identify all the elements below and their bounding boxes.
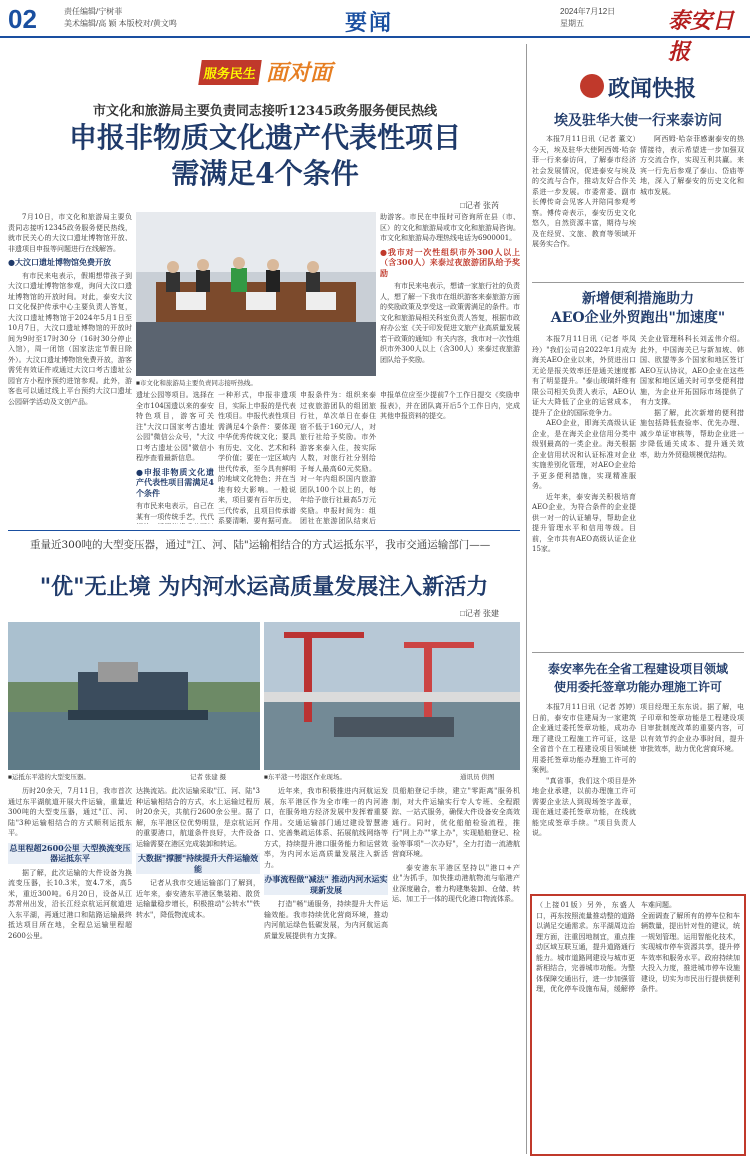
- news2-headline-line2: AEO企业外贸跑出"加速度": [550, 310, 726, 326]
- divider: [532, 282, 744, 283]
- article1-photo: [136, 212, 376, 376]
- article2-para: 据了解，此次运输的大件设备为换流变压器，长10.3米，宽4.7米，高5米，重近300吨。6月20日，设备从江苏常州出发，沿长江经京杭运河航道进入东平湖，再通过港口和陆路运输最终抵达项目所在地，全程总运输里程超2600公里。: [8, 868, 132, 940]
- news2-para: 本报7月11日讯（记者 毕凤玲）"我们公司自2022年1月成为海关AEO企业以来，外贸进出口无论是报关效率还是通关速度都有了明显提升。"泰山玻璃纤维有限公司相关负责人表示，AEO认证大大降低了企业的运营成本，提升了企业的国际竞争力。: [532, 335, 636, 417]
- news3-para: 项目经理王东东说。据了解，电子印章和签章功能是工程建设项目审批制度改革的重要内容，可以有效节约企业办事时间，提升审批效率，助力优化营商环境。: [640, 703, 744, 753]
- article2-para: 记者从我市交通运输部门了解到，近年来，泰安港东平港区集装箱、散货运输量稳步增长，积极推动"公转水""铁转水"，降低物流成本。: [136, 879, 260, 919]
- article2-headline: "优"无止境 为内河水运高质量发展注入新活力: [39, 574, 489, 600]
- article1-subhead: ●我市对一次性组织市外300人以上（含300人）来泰过夜旅游团队给予奖励: [380, 246, 520, 278]
- news3-para: "真省事，我们这个项目是外地企业承建，以前办理施工许可需要企业法人到现场签字盖章，现在通过委托签章功能，在线就能完成签章手续。"项目负责人说。: [532, 776, 636, 837]
- article2-para: 达换流站。此次运输采取"江、河、陆"3种运输相结合的方式，水上运输过程历时20余天，共航行2600余公里。据了解，东平港区位优势明显，是京杭运河的重要港口，航道条件良好，大件设备运输需要在港区完成装卸和转运。: [136, 787, 260, 848]
- article2-para: 打造"畅"通服务，持续提升大件运输效能。我市持续优化营商环境，推动内河航运绿色低碳发展，为内河航运高质量发展提供有力支撑。: [264, 900, 388, 940]
- article2-photo-right-credit: 通讯员 供图: [460, 774, 495, 781]
- news2-para: AEO企业，即海关高级认证企业，是在海关企业信用分类中级别最高的一类企业。海关根据企业信用状况和认证标准对企业实施差别化管理，对AEO企业给予更多便利措施，实现精准服务。: [532, 419, 636, 490]
- page-number: 02: [8, 4, 37, 34]
- continuation-box: [530, 894, 746, 1156]
- news2-para: 近年来，泰安海关积极培育AEO企业，为符合条件的企业提供一对一的认证辅导，帮助企业提升管理水平和信用等级。目前，全市共有AEO高级认证企业15家。: [532, 492, 636, 553]
- article2-subhead: 办事流程做"减法" 推动内河水运实现新发展: [264, 874, 388, 895]
- news3-headline-line2: 使用委托签章功能办理施工许可: [553, 680, 722, 694]
- news2-headline: [532, 290, 744, 328]
- article2-photo-right-caption: ■东平港一号港区作业现场。: [264, 774, 346, 781]
- article1-headline: [10, 120, 520, 192]
- article1-para: 申报单位应至少提前7个工作日提交《奖励申报表》，并在团队离开后5个工作日内，完成其他申报资料的提交。: [380, 391, 520, 420]
- continuation-text: （上接01版）另外，东盛人口，再东按照流量推动整的道路以满足交通需求。东平湖周边治理方面，注重因地制宜，重点推动区域互联互通，提升道路通行能力。城市道路网建设与城市更新相结合，完善城市功能。为整体保障交通出行，进一步加强管理，优化停车设施布局，缓解停车难问题。 全面调查了解所有的停车位和车辆数量，提出针对性的建议，统一规划管理。运用智能化技术，实现城市停车资源共享，提升停车效率和服务水平。政府持续加大投入力度，推进城市停车设施建设，切实为市民出行提供便利条件。: [536, 901, 740, 993]
- article1-para: 遗址公园等项目。选择在全市104国遗以来的泰安特色项目，游客可关注"大汶口国家考古遗址公园"微信公众号，"大汶口考古遗址公园"微信小程序查看最新信息。: [136, 391, 214, 462]
- article2-photo-right: [264, 622, 520, 770]
- article2-photo-left: [8, 622, 260, 770]
- banner-badge: [200, 56, 340, 90]
- news2-para: 据了解，此次新增的便利措施包括降低查验率、优先办理、减少单证审核等，帮助企业进一步降低通关成本、提升通关效率，助力外贸稳规模优结构。: [640, 408, 744, 459]
- article2-byline: □记者 张建: [460, 609, 500, 618]
- news1-para: 阿西姆·哈奈菲感谢泰安的热情接待，表示希望进一步加强双方交流合作，实现互利共赢。来宾一行先后参观了泰山、岱庙等地，深入了解泰安的历史文化和城市发展。: [640, 135, 744, 196]
- article1-photo-caption: ■市文化和旅游局主要负责同志接听热线。: [136, 380, 257, 387]
- article1-subhead: ●大汶口遗址博物馆免费开放: [8, 257, 111, 267]
- article2-para: 泰安港东平港区坚持以"港口+产业"为抓手，加快推动港航物流与临港产业深度融合，着力构建集装卸、仓储、转运、加工于一体的现代化港口物流体系。: [392, 863, 520, 903]
- banner-badge-left: 服务民生: [198, 60, 262, 85]
- article2-subhead: 大数据"撑腰"持续提升大件运输效能: [137, 853, 259, 874]
- article1-headline-line2: 需满足4个条件: [171, 157, 359, 190]
- divider: [8, 530, 520, 531]
- news1-headline: 埃及驻华大使一行来泰访问: [554, 113, 722, 129]
- article2-photo-left-credit: 记者 张建 摄: [190, 774, 227, 781]
- news3-para: 本报7月11日讯（记者 苏婷）日前，泰安市住建局为一家建筑企业通过委托签章功能，成功办理了建设工程施工许可证，这是全省首个在工程建设项目领域使用委托签章功能办理施工许可的案例。: [532, 703, 636, 774]
- page-header: [0, 0, 750, 65]
- article1-para: 申报条件为：组织来泰过夜旅游团队的组团旅行社，单次单日在泰住宿不低于160元/人，对旅行社给予奖励。市外游客来泰入住，按实际人数，对旅行社分别给予每人最高60元奖励。对一年内组织国内旅游团队100个以上的，每年给予旅行社最高5万元奖励。申报时间为：组团社在旅游团队结束后: [300, 391, 376, 524]
- news2-headline-line1: 新增便利措施助力: [582, 291, 694, 307]
- news1-col1: [532, 134, 636, 274]
- editor-line-1: 责任编辑/宁树菲: [64, 7, 123, 16]
- article1-para: 一种形式，申报非遗项目，实际上申报的是代表性项目。申报代表性项目需满足4个条件：要体现中华优秀传统文化；要具有历史、文化、艺术和科学价值；要在一定区域内世代传承，至今具有鲜明的地域文化特色；并在当地有较大影响。一般说来，项目要有百年历史，三代传承，且项目传承谱系要清晰，要有据可查。: [218, 391, 296, 524]
- banner-badge-right: 面对面: [266, 61, 333, 86]
- globe-icon: [580, 74, 604, 98]
- news-brief-label: 政闻快报: [608, 76, 697, 102]
- weekday-text: 星期五: [560, 19, 584, 28]
- article1-col1: [8, 212, 132, 524]
- article2-photo-left-caption: ■运抵东平港的大型变压器。: [8, 774, 90, 781]
- article1-headline-line1: 申报非物质文化遗产代表性项目: [68, 121, 461, 154]
- news3-headline: [532, 660, 744, 696]
- news2-para: 关企业管理科科长刘孟伟介绍。此外，中国海关已与新加坡、韩国、欧盟等多个国家和地区签订AEO互认协议，AEO企业在这些国家和地区通关时可享受便利措施，为企业开拓国际市场提供了有力支撑。: [640, 335, 744, 406]
- news-brief-badge: [580, 72, 720, 102]
- news1-col2: [640, 134, 744, 274]
- editor-line-2: 美术编辑/高 颖 本版校对/黄文鸣: [64, 19, 177, 28]
- article2-kicker: 重量近300吨的大型变压器，通过"江、河、陆"运输相结合的方式运抵东平，我市交通运输部门——: [30, 539, 491, 551]
- article1-col4: [218, 390, 296, 524]
- news3-col1: [532, 702, 636, 888]
- article2-col4: [392, 786, 520, 1156]
- article1-byline: □记者 张芮: [460, 201, 500, 210]
- port-crane-photo: [264, 622, 520, 770]
- news2-col1: [532, 334, 636, 646]
- article2-col3: [264, 786, 388, 1156]
- issue-date: [560, 6, 615, 30]
- article1-para: 7月10日，市文化和旅游局主要负责同志接听12345政务服务便民热线，就市民关心的大汶口遗址博物馆开放、非遗项目申报等问题进行在线解答。: [8, 213, 132, 253]
- hotline-office-photo: [136, 212, 376, 376]
- article2-col2: [136, 786, 260, 1156]
- vertical-divider: [526, 44, 527, 1154]
- article1-para: 有市民来电表示，假期想带孩子到大汶口遗址博物馆参观，询问大汶口遗址博物馆的开放时间。对此，泰安大汶口文化保护传承中心主要负责人答复，大汶口遗址博物馆于2024年5月1日至10月7日，大汶口遗址博物馆的开放时间为9时至17时30分（16时30分停止入馆），周一闭馆（国家法定节假日除外）。大汶口遗址博物馆免费开放，游客需凭有效证件或通过大汶口考古遗址公园官方小程序预约进馆参观。此外，游客也可以通过线上平台预约大汶口遗址公园研学活动及文创产品。: [8, 271, 132, 406]
- article1-para: 有市民来电表示，想请一家旅行社的负责人，想了解一下我市在组织游客来泰旅游方面的奖励政策及享受这一政策需满足的条件。市文化和旅游局相关科室负责人答复，根据市政府办公室《关于印发促进文旅产业高质量发展若干政策的通知》有关内容，我市对一次性组织市外300人以上（含300人）来泰过夜旅游团队给予奖励。: [380, 282, 520, 364]
- editor-info: [64, 6, 177, 30]
- article2-para: 员船舶登记手续，建立"零距离"服务机制，对大件运输实行专人专班、全程跟踪、一站式服务，确保大件设备安全高效通行。同时，优化船舶检验流程，推行"网上办""掌上办"，实现船舶登记、检验等事项"一次办好"，全力打造一流港航营商环境。: [392, 787, 520, 858]
- newspaper-logo: 泰安日报: [668, 8, 735, 65]
- article2-para: 近年来，我市积极推进内河航运发展，东平港区作为全市唯一的内河港口，在服务地方经济发展中发挥着重要作用。交通运输部门通过建设智慧港口、完善集疏运体系、拓展航线网络等方式，持续提升港口服务能力和运营效率，为内河水运高质量发展注入新活力。: [264, 787, 388, 869]
- article1-kicker: 市文化和旅游局主要负责同志接听12345政务服务便民热线: [92, 104, 438, 119]
- article2-para: 历时20余天，7月11日，我市首次通过东平湖航道开展大件运输，重量近300吨的大型变压器，通过"江、河、陆"3种运输相结合的方式顺利运抵东平。: [8, 787, 132, 837]
- article2-col1: [8, 786, 132, 1156]
- date-text: 2024年7月12日: [560, 7, 616, 16]
- divider: [532, 652, 744, 653]
- transformer-river-photo: [8, 622, 260, 770]
- article1-para: 有市民来电表示，自己在某有一项传统手艺，代代: [136, 502, 214, 521]
- article1-col3: [136, 390, 214, 524]
- article1-para: 助游客。市民在申报时可咨询所在县（市、区）的文化和旅游局或市文化和旅游局咨询。市文化和旅游局办理热线电话为6900001。: [380, 213, 520, 242]
- article1-col6: [380, 390, 520, 524]
- article1-col5: [300, 390, 376, 524]
- news1-para: 本报7月11日讯（记者 董文）今天，埃及驻华大使阿西姆·哈奈菲一行来泰访问，了解泰市经济社会发展情况，促进泰安与埃及的交流与合作，推动友好合作关系进一步发展。市委常委、副市长傅传奇会见客人并陪同参观考察。傅传奇表示，泰安历史文化悠久，自然资源丰富，期待与埃及在经贸、文旅、教育等领域开展务实合作。: [532, 135, 636, 248]
- news2-col2: [640, 334, 744, 646]
- article1-subhead: ●申报非物质文化遗产代表性项目需满足4个条件: [136, 466, 214, 498]
- section-title: 要闻: [345, 10, 394, 36]
- news3-col2: [640, 702, 744, 888]
- article2-subhead: 总里程超2600公里 大型换流变压器运抵东平: [9, 842, 131, 863]
- news3-headline-line1: 泰安率先在全省工程建设项目领域: [547, 662, 728, 676]
